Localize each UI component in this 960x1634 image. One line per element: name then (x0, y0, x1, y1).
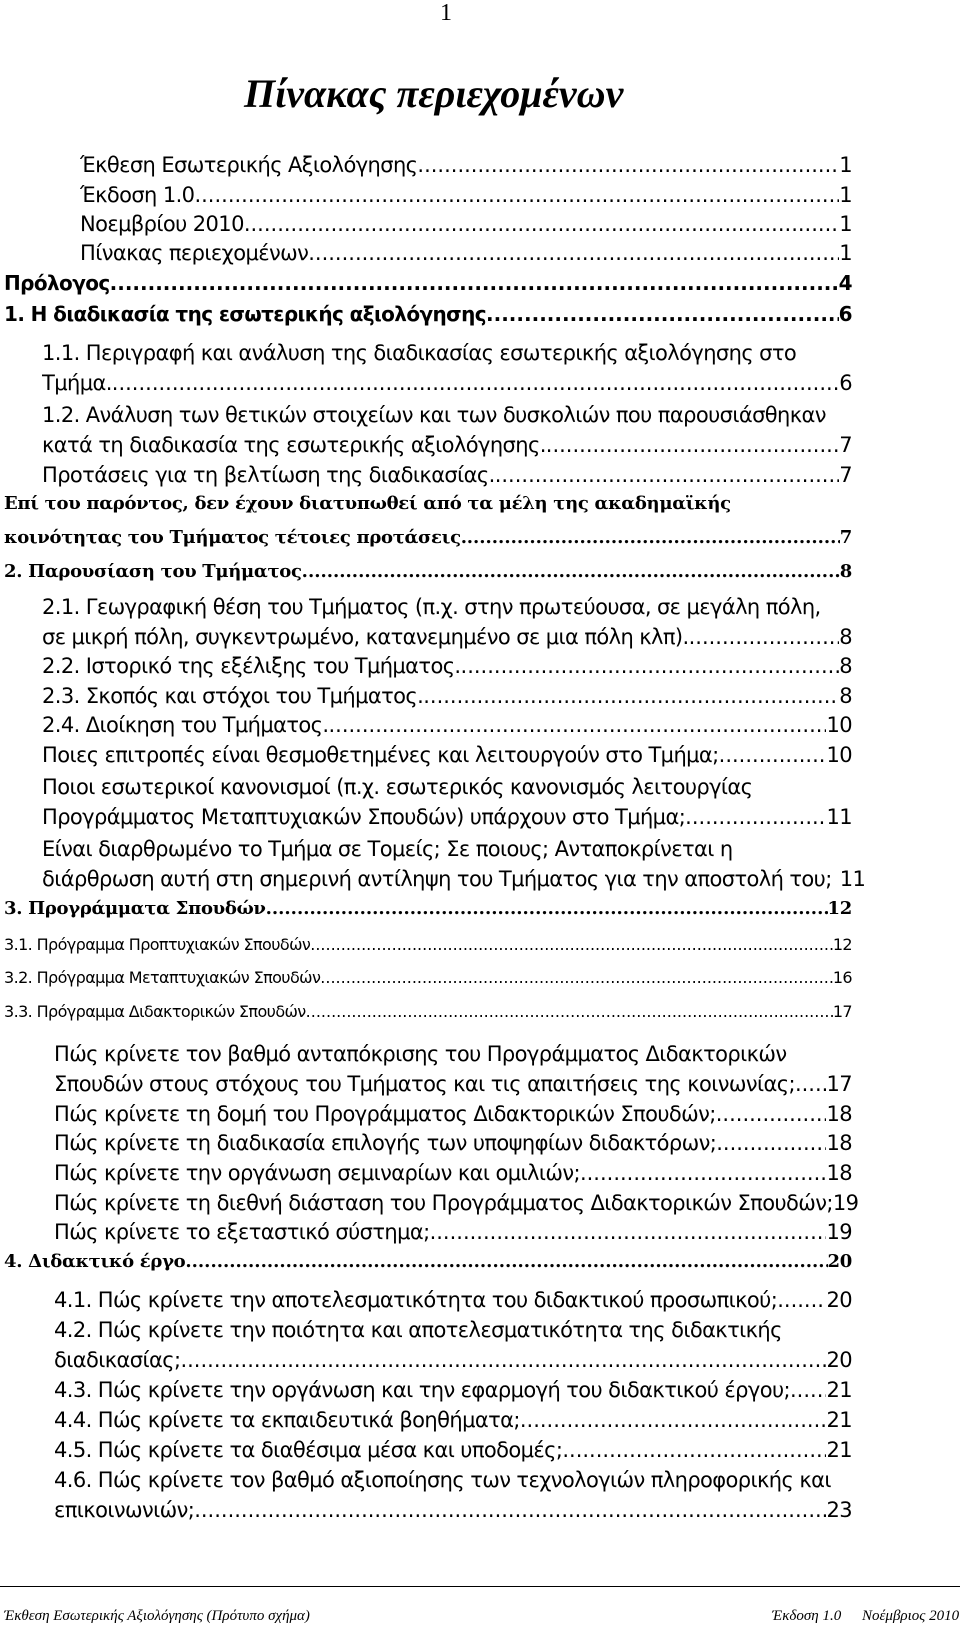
toc-entry[interactable]: κατά τη διαδικασία της εσωτερικής αξιολόγησης. ..... 7 (42, 433, 852, 457)
toc-entry[interactable]: 2.2. Ιστορικό της εξέλιξης του Τμήματος. ..... 8 (42, 654, 852, 678)
toc-entry[interactable]: Έκθεση Εσωτερικής Αξιολόγησης ..... 1 (80, 153, 852, 177)
footer-date: Νοέμβριος 2010 (862, 1608, 960, 1624)
toc-entry[interactable]: Πώς κρίνετε τη διαδικασία επιλογής των υποψηφίων διδακτόρων; ..... 18 (54, 1131, 852, 1155)
toc-entry[interactable]: 3. Προγράμματα Σπουδών ..... 12 (4, 898, 852, 919)
toc-entry[interactable]: Προγράμματος Μεταπτυχιακών Σπουδών) υπάρχουν στο Τμήμα; ..... 11 (42, 805, 852, 829)
toc-entry[interactable]: Πώς κρίνετε τον βαθμό ανταπόκρισης του Προγράμματος Διδακτορικών (54, 1042, 787, 1066)
toc-entry[interactable]: επικοινωνιών; ..... 23 (54, 1498, 852, 1522)
toc-entry[interactable]: 3.2. Πρόγραμμα Μεταπτυχιακών Σπουδών ..... 16 (4, 968, 852, 987)
toc-entry[interactable]: 4.4. Πώς κρίνετε τα εκπαιδευτικά βοηθήματα; ..... 21 (54, 1408, 852, 1432)
toc-entry[interactable]: 4.1. Πώς κρίνετε την αποτελεσματικότητα του διδακτικού προσωπικού; ..... 20 (54, 1288, 852, 1312)
toc-entry[interactable]: 4.3. Πώς κρίνετε την οργάνωση και την εφαρμογή του διδακτικού έργου; ..... 21 (54, 1378, 852, 1402)
toc-entry[interactable]: Ποιες επιτροπές είναι θεσμοθετημένες και λειτουργούν στο Τμήμα; ..... 10 (42, 743, 852, 767)
toc-entry[interactable]: 4.2. Πώς κρίνετε την ποιότητα και αποτελεσματικότητα της διδακτικής (54, 1318, 782, 1342)
toc-entry[interactable]: 4.5. Πώς κρίνετε τα διαθέσιμα μέσα και υποδομές; ..... 21 (54, 1438, 852, 1462)
toc-entry[interactable]: κοινότητας του Τμήματος τέτοιες προτάσεις. ..... 7 (4, 527, 852, 548)
toc-entry[interactable]: Ποιοι εσωτερικοί κανονισμοί (π.χ. εσωτερικός κανονισμός λειτουργίας (42, 775, 753, 799)
toc-entry[interactable]: Έκδοση 1.0 ..... 1 (80, 183, 852, 207)
toc-entry[interactable]: 4.6. Πώς κρίνετε τον βαθμό αξιοποίησης των τεχνολογιών πληροφορικής και (54, 1468, 831, 1492)
toc-entry[interactable]: 4. Διδακτικό έργο ..... 20 (4, 1251, 852, 1272)
footer-divider (0, 1586, 960, 1587)
toc-entry[interactable]: 2.4. Διοίκηση του Τμήματος. ..... 10 (42, 713, 852, 737)
toc-entry[interactable]: διαδικασίας; ..... 20 (54, 1348, 852, 1372)
footer-document-title: Έκθεση Εσωτερικής Αξιολόγησης (Πρότυπο σχήμα) (4, 1608, 310, 1624)
toc-entry[interactable]: 2. Παρουσίαση του Τμήματος ..... 8 (4, 561, 852, 582)
toc-entry[interactable]: διάρθρωση αυτή στη σημερινή αντίληψη του Τμήματος για την αποστολή του; 11 (42, 867, 866, 891)
footer-edition: Έκδοση 1.0 (772, 1608, 842, 1624)
page-number: 1 (440, 0, 452, 26)
toc-entry[interactable]: Πώς κρίνετε την οργάνωση σεμιναρίων και ομιλιών; ..... 18 (54, 1161, 852, 1185)
toc-entry[interactable]: 2.3. Σκοπός και στόχοι του Τμήματος. ..... 8 (42, 684, 852, 708)
toc-entry[interactable]: Νοεμβρίου 2010 ..... 1 (80, 212, 852, 236)
toc-entry[interactable]: 3.3. Πρόγραμμα Διδακτορικών Σπουδών ..... 17 (4, 1002, 852, 1021)
toc-entry[interactable]: Πώς κρίνετε τη δομή του Προγράμματος Διδακτορικών Σπουδών; ..... 18 (54, 1102, 852, 1126)
toc-entry[interactable]: Προτάσεις για τη βελτίωση της διαδικασίας. ..... 7 (42, 463, 852, 487)
toc-entry[interactable]: Σπουδών στους στόχους του Τμήματος και τις απαιτήσεις της κοινωνίας; ..... 17 (54, 1072, 852, 1096)
toc-entry[interactable]: Πρόλογος ..... 4 (4, 271, 852, 295)
toc-entry[interactable]: 1.2. Ανάλυση των θετικών στοιχείων και των δυσκολιών που παρουσιάσθηκαν (42, 403, 826, 427)
toc-entry[interactable]: 3.1. Πρόγραμμα Προπτυχιακών Σπουδών ..... 12 (4, 935, 852, 954)
toc-entry[interactable]: Είναι διαρθρωμένο το Τμήμα σε Τομείς; Σε ποιους; Ανταποκρίνεται η (42, 837, 733, 861)
toc-entry[interactable]: Πίνακας περιεχομένων ..... 1 (80, 241, 852, 265)
page-title: Πίνακας περιεχομένων (244, 71, 624, 116)
toc-entry[interactable]: Πώς κρίνετε το εξεταστικό σύστημα; ..... 19 (54, 1220, 852, 1244)
toc-entry[interactable]: Πώς κρίνετε τη διεθνή διάσταση του Προγράμματος Διδακτορικών Σπουδών; 19 (54, 1191, 859, 1215)
toc-entry[interactable]: 1. Η διαδικασία της εσωτερικής αξιολόγησης ..... 6 (4, 302, 852, 326)
toc-entry[interactable]: 2.1. Γεωγραφική θέση του Τμήματος (π.χ. στην πρωτεύουσα, σε μεγάλη πόλη, (42, 595, 821, 619)
toc-entry[interactable]: Επί του παρόντος, δεν έχουν διατυπωθεί από τα μέλη της ακαδημαϊκής (4, 493, 731, 514)
toc-entry[interactable]: Τμήμα. ..... 6 (42, 371, 852, 395)
toc-entry[interactable]: σε μικρή πόλη, συγκεντρωμένο, κατανεμημένο σε μια πόλη κλπ). ..... 8 (42, 625, 852, 649)
toc-entry[interactable]: 1.1. Περιγραφή και ανάλυση της διαδικασίας εσωτερικής αξιολόγησης στο (42, 341, 797, 365)
